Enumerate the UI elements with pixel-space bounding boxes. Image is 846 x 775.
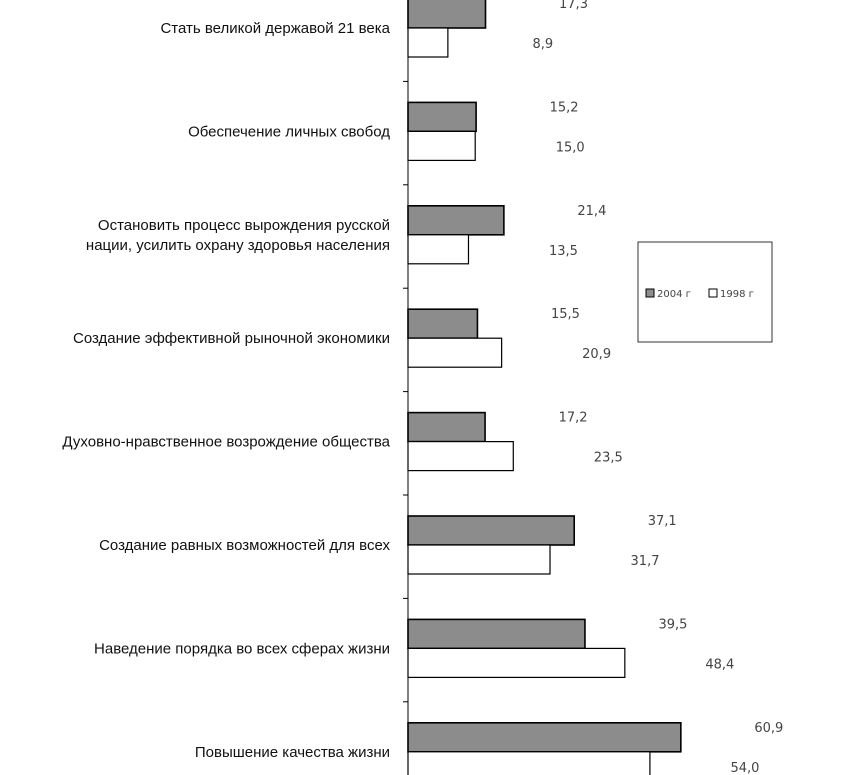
bar-series2 [408,752,650,775]
bar-series1 [408,516,574,545]
bar-series2 [408,545,550,574]
bar-series2 [408,442,513,471]
bar-series2 [408,648,625,677]
legend-swatch-2004 [646,289,654,297]
legend [638,242,772,342]
bar-series2 [408,235,468,264]
category-label: нации, усилить охрану здоровья населения [85,236,390,254]
data-label: 37,1 [647,514,677,529]
data-label: 17,3 [559,0,588,12]
bar-series1 [408,723,681,752]
bar-series2 [408,131,475,160]
bar-series1 [408,619,585,648]
data-label: 13,5 [549,243,578,259]
category-label: Остановить процесс вырождения русской [97,216,390,234]
bar-series2 [408,28,448,57]
category-label: Обеспечение личных свобод [188,123,390,141]
legend-swatch-1998 [709,289,717,297]
bar-series1 [408,413,485,442]
category-label: Наведение порядка во всех сферах жизни [94,640,390,658]
data-label: 23,5 [593,450,623,466]
data-label: 15,2 [549,100,579,116]
data-label: 39,5 [658,617,688,633]
data-label: 15,5 [550,307,580,323]
category-label: Стать великой державой 21 века [160,20,390,37]
category-label: Повышение качества жизни [194,743,390,761]
category-labels [62,20,390,761]
category-label: Создание равных возможностей для всех [99,537,390,554]
data-label: 21,4 [577,203,607,219]
bar-series1 [408,102,476,131]
bar-series1 [408,206,504,235]
data-label: 15,0 [555,140,585,156]
data-label: 54,0 [730,760,760,775]
category-label: Создание эффективной рыночной экономики [72,330,390,348]
data-label: 17,2 [558,410,588,426]
bar-series1 [408,309,477,338]
data-label: 31,7 [630,554,660,569]
category-label: Духовно-нравственное возрождение общества [62,433,390,451]
data-label: 20,9 [582,347,612,363]
data-label: 60,9 [754,720,784,736]
data-label: 48,4 [705,657,735,673]
data-label: 8,9 [532,37,554,52]
bar-series2 [408,338,502,367]
bars [408,0,681,775]
legend-label-1998: 1998 г [720,289,754,300]
legend-label-2004: 2004 г [657,289,691,300]
bar-series1 [408,0,486,28]
